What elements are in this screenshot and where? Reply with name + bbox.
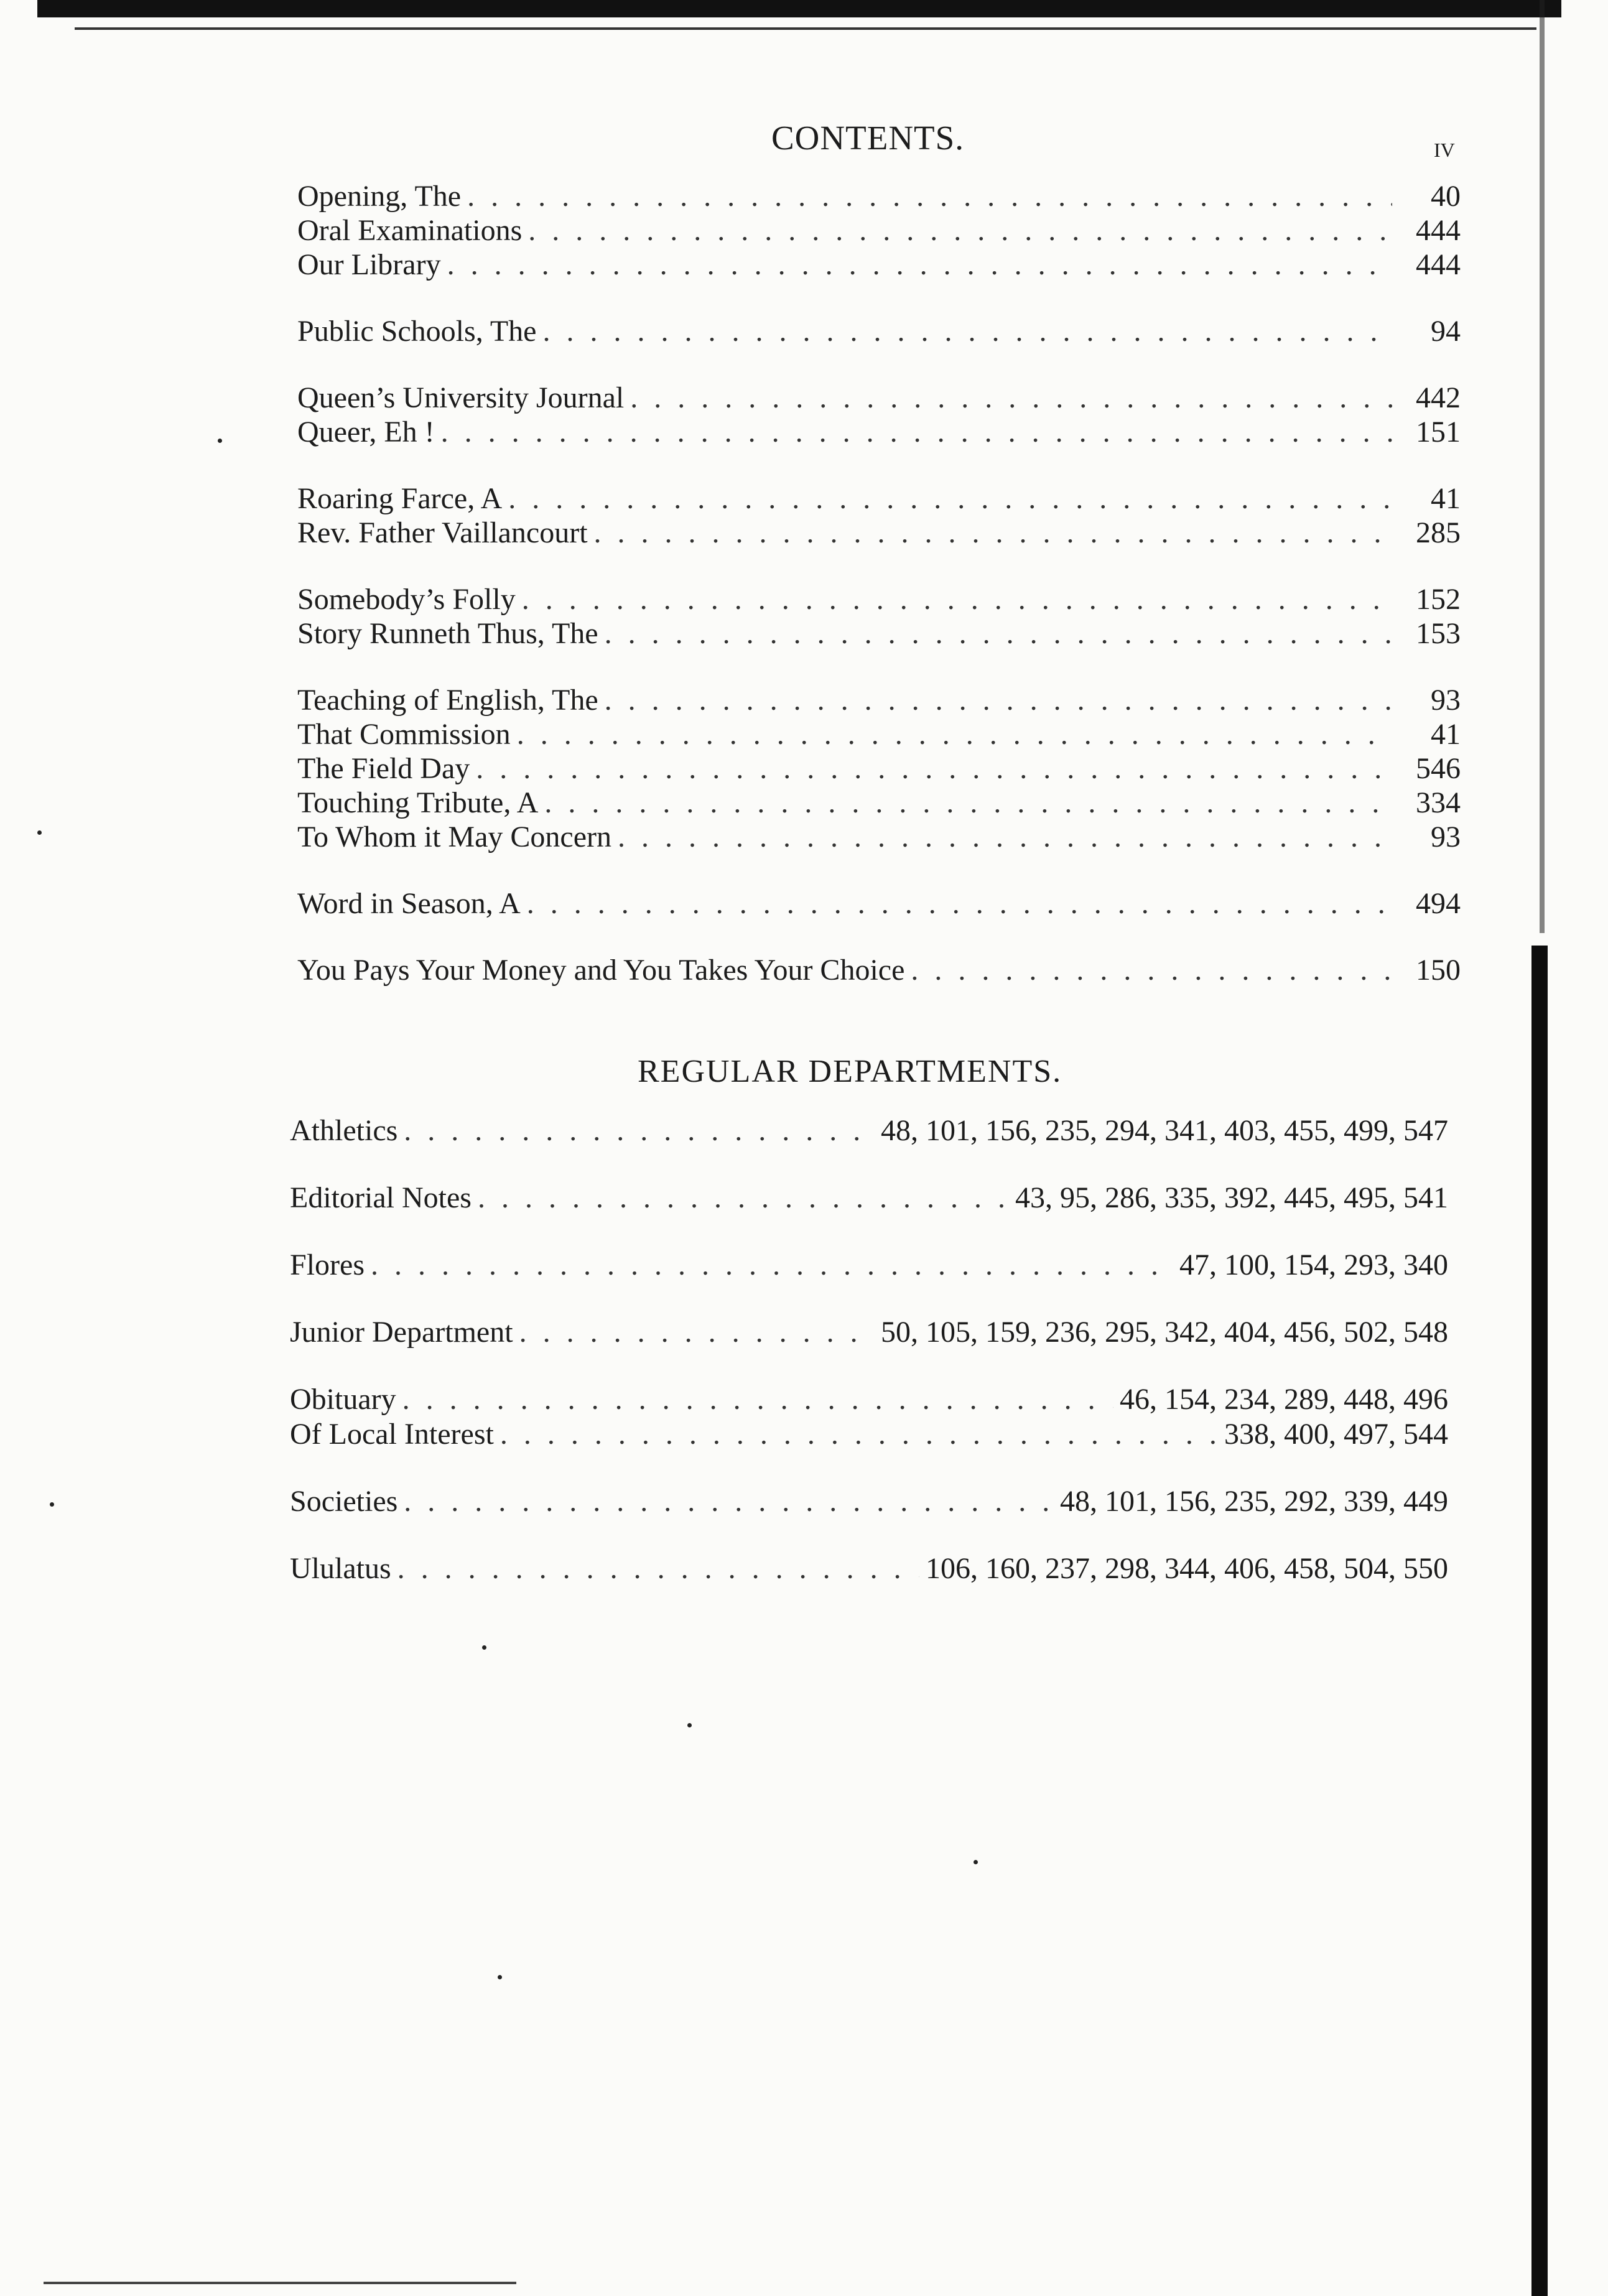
- dot-leader: [402, 1382, 1113, 1417]
- toc-entry: [297, 213, 1461, 248]
- top-thin-rule: [75, 27, 1536, 30]
- toc-entry: [297, 616, 1461, 651]
- entry-title: Touching Tribute, A: [297, 786, 539, 819]
- department-page-numbers: 46, 154, 234, 289, 448, 496: [1120, 1383, 1448, 1416]
- department-page-numbers: 48, 101, 156, 235, 292, 339, 449: [1060, 1485, 1448, 1518]
- department-entry: [290, 1551, 1448, 1586]
- toc-entry: [297, 179, 1461, 213]
- dot-leader: [542, 314, 1392, 348]
- toc-group: [297, 582, 1461, 651]
- entry-title: Queen’s University Journal: [297, 381, 625, 414]
- entry-title: Opening, The: [297, 180, 462, 213]
- entry-title: You Pays Your Money and You Takes Your Choice: [297, 954, 905, 987]
- entry-page-number: 150: [1416, 954, 1461, 987]
- dot-leader: [447, 248, 1392, 282]
- department-entry: [290, 1484, 1448, 1519]
- toc-entry: [297, 582, 1461, 616]
- entry-page-number: 41: [1431, 718, 1461, 751]
- scan-speck: [218, 439, 222, 443]
- scan-speck: [974, 1860, 978, 1864]
- right-page-edge-shadow: [1540, 0, 1545, 933]
- dot-leader: [467, 179, 1392, 213]
- entry-title: To Whom it May Concern: [297, 820, 612, 853]
- entry-page-number: 285: [1416, 516, 1461, 549]
- scan-speck: [37, 830, 42, 835]
- department-title: Junior Department: [290, 1316, 513, 1349]
- regular-departments-list: [290, 1113, 1448, 1619]
- dot-leader: [404, 1484, 1054, 1519]
- bottom-rule: [44, 2282, 516, 2284]
- department-group: [290, 1113, 1448, 1148]
- department-entry: [290, 1315, 1448, 1350]
- toc-entry: [297, 886, 1461, 921]
- entry-page-number: 151: [1416, 416, 1461, 449]
- entry-title: Somebody’s Folly: [297, 583, 516, 616]
- department-entry: [290, 1248, 1448, 1283]
- entry-page-number: 152: [1416, 583, 1461, 616]
- entry-title: Public Schools, The: [297, 315, 537, 348]
- dot-leader: [500, 1417, 1218, 1452]
- toc-entry: [297, 481, 1461, 516]
- dot-leader: [397, 1551, 919, 1586]
- entry-title: Story Runneth Thus, The: [297, 617, 598, 650]
- entry-title: Word in Season, A: [297, 887, 521, 920]
- department-title: Ululatus: [290, 1552, 391, 1585]
- entry-page-number: 153: [1416, 617, 1461, 650]
- toc-entry: [297, 953, 1461, 987]
- department-entry: [290, 1382, 1448, 1417]
- dot-leader: [630, 381, 1392, 415]
- dot-leader: [605, 616, 1392, 651]
- page-number: iv: [1434, 131, 1455, 163]
- dot-leader: [519, 1315, 875, 1350]
- entry-page-number: 41: [1431, 482, 1461, 515]
- entry-page-number: 93: [1431, 684, 1461, 717]
- right-page-edge: [1531, 946, 1548, 2296]
- toc-group: [297, 683, 1461, 854]
- department-group: [290, 1248, 1448, 1283]
- entry-page-number: 494: [1416, 887, 1461, 920]
- entry-title: Rev. Father Vaillancourt: [297, 516, 588, 549]
- toc-entry: [297, 683, 1461, 717]
- department-title: Of Local Interest: [290, 1418, 494, 1451]
- entry-page-number: 93: [1431, 820, 1461, 853]
- toc-entry: [297, 381, 1461, 415]
- entry-title: Our Library: [297, 248, 441, 281]
- department-group: [290, 1315, 1448, 1350]
- department-title: Editorial Notes: [290, 1181, 472, 1214]
- entry-page-number: 334: [1416, 786, 1461, 819]
- department-group: [290, 1181, 1448, 1215]
- toc-entry: [297, 314, 1461, 348]
- toc-group: [297, 953, 1461, 987]
- dot-leader: [441, 415, 1392, 449]
- department-title: Societies: [290, 1485, 398, 1518]
- scan-speck: [498, 1975, 502, 1979]
- dot-leader: [911, 953, 1392, 987]
- toc-group: [297, 886, 1461, 921]
- toc-group: [297, 314, 1461, 348]
- department-group: [290, 1484, 1448, 1519]
- toc-entry: [297, 820, 1461, 854]
- toc-entry: [297, 717, 1461, 751]
- department-title: Flores: [290, 1248, 365, 1281]
- department-group: [290, 1382, 1448, 1452]
- dot-leader: [594, 516, 1392, 550]
- dot-leader: [522, 582, 1392, 616]
- dot-leader: [618, 820, 1392, 854]
- toc-entry: [297, 248, 1461, 282]
- page-title: CONTENTS.: [771, 119, 964, 157]
- department-entry: [290, 1113, 1448, 1148]
- dot-leader: [517, 717, 1392, 751]
- dot-leader: [476, 751, 1392, 786]
- entry-title: Queer, Eh !: [297, 416, 435, 449]
- entry-title: That Commission: [297, 718, 511, 751]
- department-page-numbers: 106, 160, 237, 298, 344, 406, 458, 504, 550: [926, 1552, 1448, 1585]
- scan-speck: [50, 1502, 54, 1507]
- entry-page-number: 546: [1416, 752, 1461, 785]
- toc-entry: [297, 786, 1461, 820]
- department-page-numbers: 50, 105, 159, 236, 295, 342, 404, 456, 502, 548: [881, 1316, 1448, 1349]
- top-border-rule: [37, 0, 1561, 17]
- dot-leader: [544, 786, 1392, 820]
- dot-leader: [404, 1113, 875, 1148]
- toc-group: [297, 381, 1461, 449]
- dot-leader: [478, 1181, 1009, 1215]
- department-title: Athletics: [290, 1114, 398, 1147]
- dot-leader: [605, 683, 1392, 717]
- entry-title: The Field Day: [297, 752, 470, 785]
- dot-leader: [527, 886, 1392, 921]
- entry-page-number: 40: [1431, 180, 1461, 213]
- section-heading: REGULAR DEPARTMENTS.: [638, 1054, 1062, 1089]
- entry-page-number: 442: [1416, 381, 1461, 414]
- dot-leader: [371, 1248, 1173, 1283]
- department-page-numbers: 47, 100, 154, 293, 340: [1179, 1248, 1448, 1281]
- entry-title: Oral Examinations: [297, 214, 523, 247]
- department-entry: [290, 1417, 1448, 1452]
- department-title: Obituary: [290, 1383, 396, 1416]
- entry-title: Roaring Farce, A: [297, 482, 503, 515]
- department-group: [290, 1551, 1448, 1586]
- contents-list: [297, 179, 1461, 1020]
- dot-leader: [528, 213, 1392, 248]
- toc-entry: [297, 415, 1461, 449]
- department-page-numbers: 338, 400, 497, 544: [1224, 1418, 1448, 1451]
- toc-group: [297, 481, 1461, 550]
- department-page-numbers: 43, 95, 286, 335, 392, 445, 495, 541: [1015, 1181, 1448, 1214]
- entry-page-number: 444: [1416, 214, 1461, 247]
- entry-title: Teaching of English, The: [297, 684, 598, 717]
- toc-entry: [297, 751, 1461, 786]
- department-page-numbers: 48, 101, 156, 235, 294, 341, 403, 455, 499, 547: [881, 1114, 1448, 1147]
- scan-speck: [687, 1723, 692, 1727]
- scan-speck: [482, 1645, 486, 1650]
- entry-page-number: 444: [1416, 248, 1461, 281]
- entry-page-number: 94: [1431, 315, 1461, 348]
- dot-leader: [508, 481, 1392, 516]
- toc-group: [297, 179, 1461, 282]
- toc-entry: [297, 516, 1461, 550]
- department-entry: [290, 1181, 1448, 1215]
